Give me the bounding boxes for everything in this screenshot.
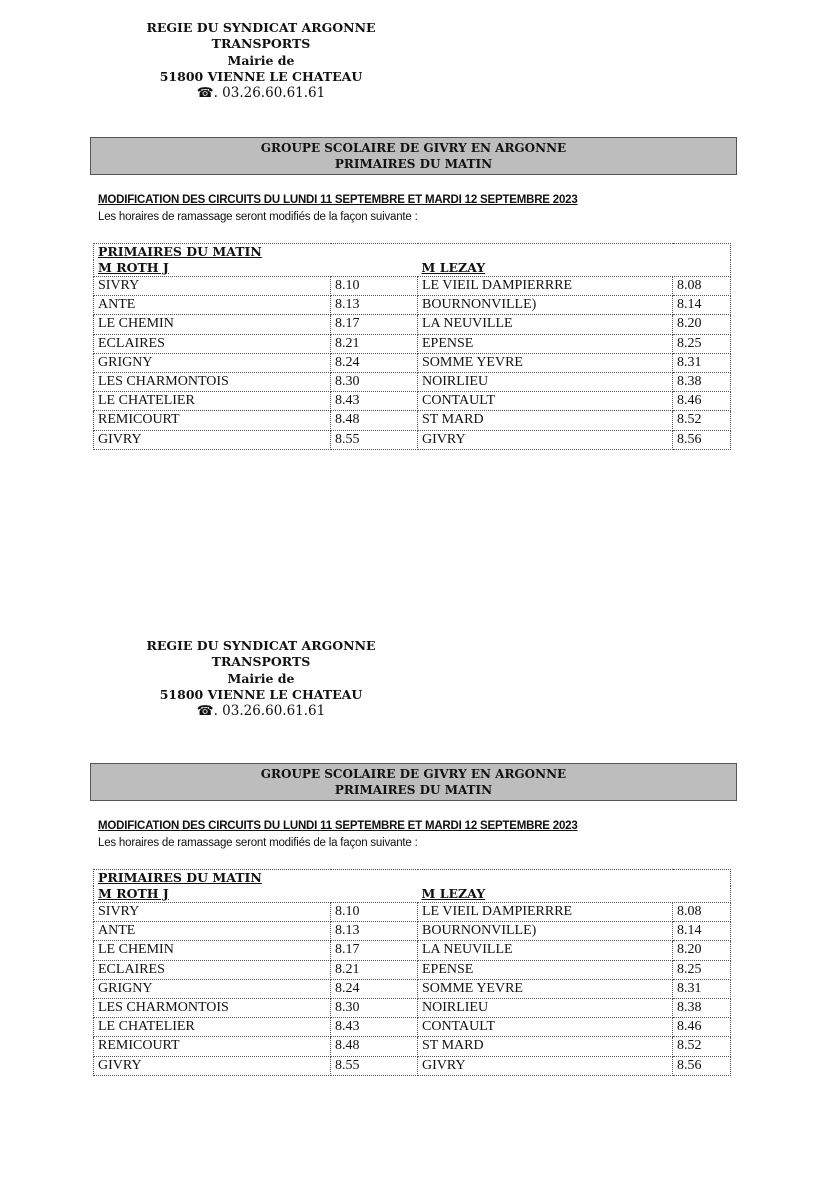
table-row: [94, 1056, 731, 1075]
table-row: [94, 1018, 731, 1037]
stop-name-left: ECLAIRES: [94, 960, 331, 979]
schedule-table: [93, 869, 731, 1076]
org-name-2: TRANSPORTS: [211, 654, 311, 670]
time-left: 8.30: [331, 998, 418, 1017]
banner-title: GROUPE SCOLAIRE DE GIVRY EN ARGONNE: [260, 767, 567, 781]
time-right: 8.14: [673, 296, 731, 315]
driver-header-row: [94, 260, 731, 277]
stop-name-left: SIVRY: [94, 277, 331, 296]
time-right: 8.20: [673, 941, 731, 960]
stop-name-right: LA NEUVILLE: [418, 941, 673, 960]
time-left: 8.17: [331, 315, 418, 334]
stop-name-left: REMICOURT: [94, 1037, 331, 1056]
driver-left: M ROTH J: [94, 260, 418, 277]
stop-name-right: NOIRLIEU: [418, 372, 673, 391]
stop-name-right: LE VIEIL DAMPIERRRE: [418, 277, 673, 296]
stop-name-left: LE CHEMIN: [94, 941, 331, 960]
time-right: 8.08: [673, 277, 731, 296]
stop-name-left: ANTE: [94, 296, 331, 315]
notice: [98, 192, 578, 226]
table-row: [94, 392, 731, 411]
stop-name-right: ST MARD: [418, 1037, 673, 1056]
stop-name-left: SIVRY: [94, 903, 331, 922]
notice-text: Les horaires de ramassage seront modifiés de la façon suivante :: [98, 211, 418, 223]
table-section-header: [94, 244, 731, 261]
time-left: 8.21: [331, 960, 418, 979]
driver-right: M LEZAY: [418, 886, 731, 903]
org-address-1: Mairie de: [227, 670, 295, 686]
notice-text: Les horaires de ramassage seront modifiés de la façon suivante :: [98, 837, 418, 849]
stop-name-left: REMICOURT: [94, 411, 331, 430]
time-left: 8.13: [331, 296, 418, 315]
section-title: PRIMAIRES DU MATIN: [94, 870, 731, 887]
notice-title: MODIFICATION DES CIRCUITS DU LUNDI 11 SEPTEMBRE ET MARDI 12 SEPTEMBRE 2023: [98, 194, 578, 206]
table-section-header: [94, 870, 731, 887]
time-left: 8.48: [331, 411, 418, 430]
table-row: [94, 430, 731, 449]
time-left: 8.43: [331, 1018, 418, 1037]
time-left: 8.24: [331, 979, 418, 998]
time-right: 8.56: [673, 1056, 731, 1075]
time-right: 8.56: [673, 430, 731, 449]
notice: [98, 818, 578, 852]
table-row: [94, 998, 731, 1017]
stop-name-right: CONTAULT: [418, 392, 673, 411]
stop-name-right: LA NEUVILLE: [418, 315, 673, 334]
stop-name-left: GIVRY: [94, 1056, 331, 1075]
time-right: 8.52: [673, 411, 731, 430]
section-title: PRIMAIRES DU MATIN: [94, 244, 731, 261]
time-right: 8.31: [673, 979, 731, 998]
stop-name-left: LE CHEMIN: [94, 315, 331, 334]
stop-name-right: GIVRY: [418, 1056, 673, 1075]
table-row: [94, 334, 731, 353]
table-row: [94, 979, 731, 998]
stop-name-left: LES CHARMONTOIS: [94, 998, 331, 1017]
stop-name-right: BOURNONVILLE): [418, 296, 673, 315]
org-address-2: 51800 VIENNE LE CHATEAU: [159, 68, 363, 84]
stop-name-right: BOURNONVILLE): [418, 922, 673, 941]
time-right: 8.31: [673, 353, 731, 372]
table-row: [94, 411, 731, 430]
org-address-2: 51800 VIENNE LE CHATEAU: [159, 686, 363, 702]
table-row: [94, 941, 731, 960]
stop-name-right: SOMME YEVRE: [418, 979, 673, 998]
schedule-table: [93, 243, 731, 450]
stop-name-right: EPENSE: [418, 334, 673, 353]
stop-name-right: LE VIEIL DAMPIERRRE: [418, 903, 673, 922]
table-row: [94, 353, 731, 372]
stop-name-right: SOMME YEVRE: [418, 353, 673, 372]
org-name: REGIE DU SYNDICAT ARGONNE: [146, 20, 376, 35]
time-right: 8.25: [673, 334, 731, 353]
time-left: 8.48: [331, 1037, 418, 1056]
table-row: [94, 277, 731, 296]
stop-name-left: ANTE: [94, 922, 331, 941]
driver-left: M ROTH J: [94, 886, 418, 903]
time-left: 8.17: [331, 941, 418, 960]
banner-subtitle: PRIMAIRES DU MATIN: [334, 157, 493, 171]
time-right: 8.46: [673, 1018, 731, 1037]
time-left: 8.24: [331, 353, 418, 372]
time-right: 8.14: [673, 922, 731, 941]
time-right: 8.20: [673, 315, 731, 334]
banner-subtitle: PRIMAIRES DU MATIN: [334, 783, 493, 797]
title-banner: [90, 137, 737, 175]
time-left: 8.55: [331, 1056, 418, 1075]
org-phone: ☎. 03.26.60.61.61: [196, 703, 326, 720]
table-row: [94, 1037, 731, 1056]
banner-title: GROUPE SCOLAIRE DE GIVRY EN ARGONNE: [260, 141, 567, 155]
time-right: 8.25: [673, 960, 731, 979]
time-right: 8.52: [673, 1037, 731, 1056]
table-row: [94, 372, 731, 391]
time-right: 8.38: [673, 998, 731, 1017]
time-right: 8.38: [673, 372, 731, 391]
stop-name-right: CONTAULT: [418, 1018, 673, 1037]
time-right: 8.46: [673, 392, 731, 411]
time-left: 8.10: [331, 277, 418, 296]
time-left: 8.21: [331, 334, 418, 353]
org-phone: ☎. 03.26.60.61.61: [196, 85, 326, 102]
organization-header: [130, 638, 392, 719]
stop-name-left: ECLAIRES: [94, 334, 331, 353]
stop-name-right: EPENSE: [418, 960, 673, 979]
notice-copy: [0, 626, 827, 1186]
driver-header-row: [94, 886, 731, 903]
stop-name-right: NOIRLIEU: [418, 998, 673, 1017]
stop-name-right: ST MARD: [418, 411, 673, 430]
table-row: [94, 296, 731, 315]
time-left: 8.10: [331, 903, 418, 922]
stop-name-left: LE CHATELIER: [94, 1018, 331, 1037]
table-row: [94, 960, 731, 979]
notice-copy: [0, 0, 827, 560]
organization-header: [130, 20, 392, 101]
time-right: 8.08: [673, 903, 731, 922]
stop-name-left: GRIGNY: [94, 353, 331, 372]
stop-name-left: LES CHARMONTOIS: [94, 372, 331, 391]
org-address-1: Mairie de: [227, 52, 295, 68]
table-row: [94, 922, 731, 941]
title-banner: [90, 763, 737, 801]
org-name-2: TRANSPORTS: [211, 36, 311, 52]
stop-name-left: GIVRY: [94, 430, 331, 449]
driver-right: M LEZAY: [418, 260, 731, 277]
org-name: REGIE DU SYNDICAT ARGONNE: [146, 638, 376, 653]
time-left: 8.55: [331, 430, 418, 449]
notice-title: MODIFICATION DES CIRCUITS DU LUNDI 11 SEPTEMBRE ET MARDI 12 SEPTEMBRE 2023: [98, 820, 578, 832]
table-row: [94, 903, 731, 922]
time-left: 8.43: [331, 392, 418, 411]
stop-name-right: GIVRY: [418, 430, 673, 449]
table-row: [94, 315, 731, 334]
time-left: 8.30: [331, 372, 418, 391]
time-left: 8.13: [331, 922, 418, 941]
stop-name-left: LE CHATELIER: [94, 392, 331, 411]
stop-name-left: GRIGNY: [94, 979, 331, 998]
